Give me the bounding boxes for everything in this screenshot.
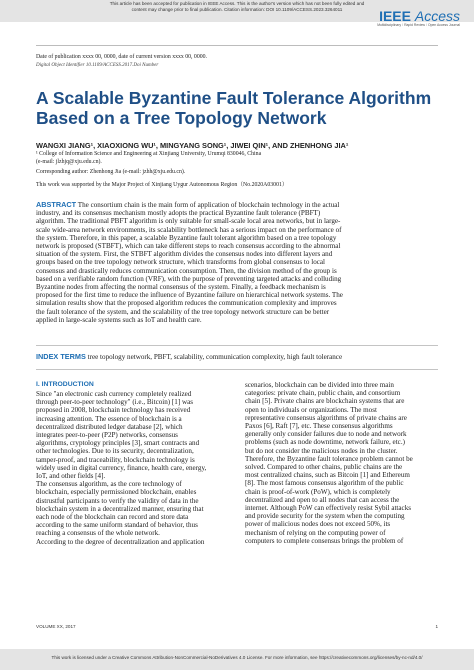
body-line: decentralized distributed ledger database [2], which [36,422,183,431]
body-line: categories: private chain, public chain, and consortium [245,389,401,398]
body-line: mechanism of relying on the computing power of [245,528,386,537]
abstract-line: Byzantine nodes from affecting the normal consensus of the system. Finally, a feedback mechanism is [36,283,326,292]
body-line: through peer-to-peer technology" (i.e., Bitcoin) [1] was [36,398,193,407]
abstract-line: network is proposed (STBFT), which can take different steps to reach consensus according to the abnormal [36,242,341,251]
abstract-line: groups based on the tree topology network structure, which transforms from global consensus to local [36,258,326,267]
body-line: distrustful participants to verify the validity of data in the [36,496,199,505]
body-line: integrates peer-to-peer (P2P) networks, consensus [36,431,178,440]
journal-logo-wordmark [377,9,460,23]
author-list: WANGXI JIANG¹, XIAOXIONG WU¹, MINGYANG SONG¹, JIWEI QIN¹, AND ZHENHONG JIA¹ [36,141,349,150]
abstract-line: industry, and its consensus mechanism mostly adopts the practical Byzantine fault tolerance (PBFT) [36,209,321,218]
body-line: Therefore, the Byzantine fault tolerance problem cannot be [245,454,413,463]
body-line: most centralized chains, such as Bitcoin [1] and Ethereum [245,471,410,480]
body-line: but do not consider the malicious nodes in the cluster. [245,446,398,455]
abstract-line: the system. Therefore, in this paper, a scalable Byzantine fault tolerant algorithm based on a tree topology [36,233,337,242]
body-line: Paxos [6], Raft [7], etc. These consensus algorithms [245,422,393,431]
body-line: increasing attention. The essence of blockchain is a [36,414,182,423]
body-line: power of malicious nodes does not exceed 50%, its [245,520,391,529]
body-line: open to individuals or organizations. The most [245,405,377,414]
body-line: IoT, and other fields [4]. [36,472,106,481]
body-line: blockchain system in a decentralized manner, ensuring that [36,504,204,513]
body-line: computers to complete consensus brings the problem of [245,536,404,545]
body-line: The consensus algorithm, as the core technology of [36,480,182,489]
body-line: other technologies. Due to its security, decentralization, [36,447,194,456]
publication-dates: Date of publication xxxx 00, 0000, date of current version xxxx 00, 0000. [36,54,207,60]
publication-notice-line-1: This article has been accepted for publication in IEEE Access. This is the author's version which has not been fully edited and [109,1,365,6]
body-line: widely used in digital currency, finance, health care, energy, [36,463,207,472]
logo-tagline: Multidisciplinary ⁝ Rapid Review ⁝ Open Access Journal [377,23,460,27]
affiliation: ¹ College of Information Science and Engineering at Xinjiang University, Urumqi 830046, China [36,151,262,157]
body-line: problems (such as node downtime, network failure, etc.) [245,438,405,447]
body-line: chain [5]. Private chains are blockchain systems that are [245,397,405,406]
body-line: solved. Compared to other chains, public chains are the [245,463,403,472]
abstract-line: scale wide-area network environments, its scalability bottleneck has a serious impact on the performance of [36,225,342,234]
body-line: generally only consider failures due to node and network [245,430,407,439]
doi-line: Digital Object Identifier 10.1109/ACCESS.2017.Doi Number [36,63,159,68]
publication-notice-line-2: content may change prior to final publication. Citation information: DOI 10.1109/ACCESS.2023.3264011 [131,7,343,12]
index-terms-heading: INDEX TERMS [36,352,86,361]
abstract-line: proposed for the first time to reduce the influence of Byzantine failure on hierarchical network systems. The [36,291,343,300]
paper-title-line-2: Based on a Tree Topology Network [36,108,327,128]
body-line: blockchain, especially permissioned blockchain, enables [36,488,197,497]
abstract-line: applied in large-scale systems such as IoT and health care. [36,315,202,324]
abstract-line: the fault tolerance of the system, and the scalability of the tree topology network structure can be better [36,307,330,316]
paper-title [36,88,456,128]
index-terms [36,353,438,361]
body-line: tamper-proof, and traceability, blockchain technology is [36,455,195,464]
volume-label: VOLUME XX, 2017 [36,624,76,629]
body-line: according to the same uniform standard of behavior, thus [36,521,198,530]
abstract-divider [36,345,438,346]
journal-logo [377,9,460,28]
abstract-line: algorithm. The traditional PBFT algorithm is only suitable for small-scale local area networks, but in large- [36,217,341,226]
abstract [36,201,438,324]
abstract-text: The consortium chain is the main form of application of blockchain technology in the actual [77,201,340,209]
abstract-line: consensus and drastically reduces communication consumption. Then, the division method of the group is [36,266,337,275]
body-line: [8]. The most famous consensus algorithm of the public [245,479,404,488]
body-line: internet. Although PoW can effectively resist Sybil attacks [245,504,412,513]
logo-brand: IEEE [379,8,411,24]
abstract-line: based on a verifiable random function (VRF), with the purpose of preventing targeted attacks and colluding [36,274,342,283]
body-line: reaching a consensus of the whole network. [36,529,160,538]
index-terms-divider [36,369,438,370]
body-line: decentralized and open to all nodes that can access the [245,495,400,504]
body-line: proposed in 2008, blockchain technology has received [36,406,191,415]
body-line: Since "an electronic cash currency completely realized [36,390,192,398]
section-heading: I. INTRODUCTION [36,381,94,388]
body-line: and provide security for the system when the computing [245,512,405,521]
abstract-line: simulation results show that the proposed algorithm reduces the communication complexity and improves [36,299,337,308]
body-line: scenarios, blockchain can be divided into three main [245,381,394,389]
corresponding-author: Corresponding author: Zhenhong Jia (e-mail: jzhh@xju.edu.cn). [36,169,186,175]
abstract-line: situation of the system. First, the STBFT algorithm divides the consensus nodes into different layers and [36,250,333,259]
body-column-right [245,381,438,545]
license-text: This work is licensed under a Creative Commons Attribution-NonCommercial-NoDerivatives 4.0 License. For more information, see https://creativecommons.org/licenses/by-nc-nd/4.0/ [51,655,423,660]
affiliation-email: (e-mail: jlzhjq@xju.edu.cn). [36,159,102,165]
abstract-line [36,201,438,209]
logo-product: Access [414,8,460,24]
body-column-left [36,381,229,546]
abstract-heading: ABSTRACT [36,201,77,209]
index-terms-text: tree topology network, PBFT, scalability, communication complexity, high fault tolerance [85,353,343,361]
funding-statement: This work was supported by the Major Project of Xinjiang Uygur Autonomous Region（No.2020A03001） [36,182,288,188]
body-line: algorithms, cryptology principles [3], smart contracts and [36,439,200,448]
header-divider [36,45,438,46]
body-line: According to the degree of decentralization and application [36,537,205,546]
license-bar [0,649,474,670]
page-number: 1 [435,624,438,629]
body-line: chain is proof-of-work (PoW), which is completely [245,487,391,496]
body-line: each node of the blockchain can record and store data [36,513,189,522]
paper-title-line-1: A Scalable Byzantine Fault Tolerance Algorithm [36,88,432,108]
body-line: representative consensus algorithms of private chains are [245,413,407,422]
